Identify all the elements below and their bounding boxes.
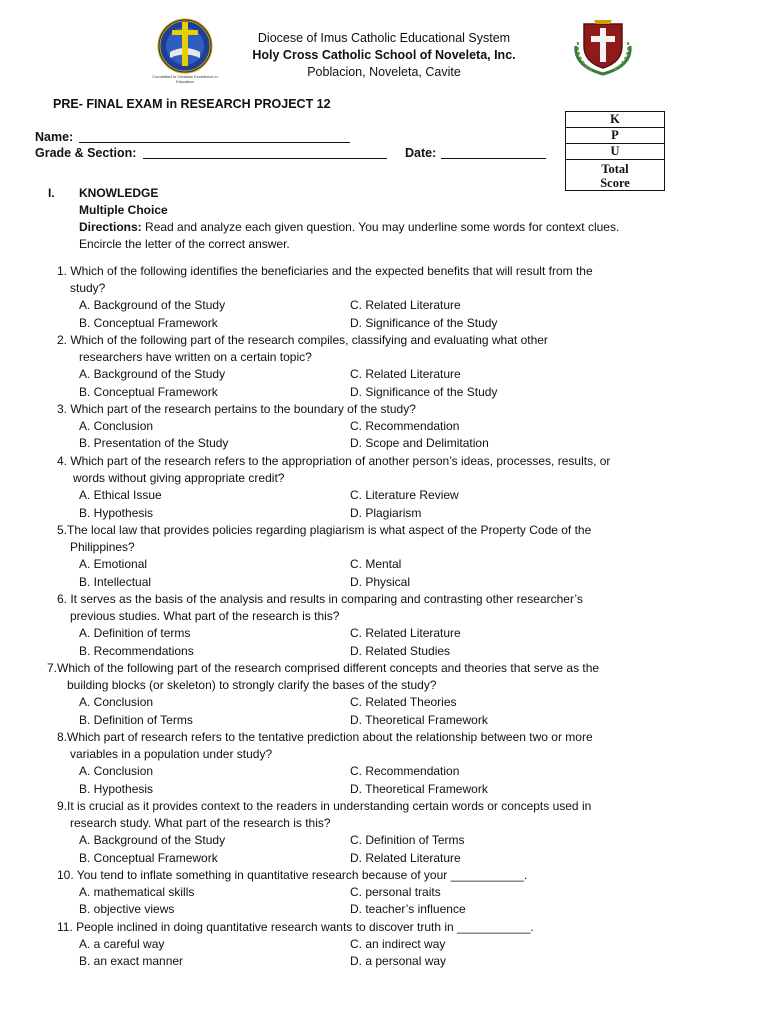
question-3-line-1: 3. Which part of the research pertains to the boundary of the study? [57, 402, 416, 416]
directions-label: Directions: [79, 220, 142, 234]
question-6-option-d[interactable]: D. Related Studies [350, 643, 451, 658]
question-4-line-2: words without giving appropriate credit? [73, 471, 285, 486]
question-6-option-c[interactable]: C. Related Literature [350, 626, 461, 641]
question-3-option-a[interactable]: A. Conclusion [79, 419, 154, 434]
question-8-line-2: variables in a population under study? [70, 747, 273, 762]
question-6-line-2: previous studies. What part of the research is this? [70, 609, 340, 624]
question-10-option-d[interactable]: D. teacher’s influence [350, 902, 466, 917]
question-10-option-c[interactable]: C. personal traits [350, 885, 441, 900]
score-score-label: Score [600, 176, 630, 190]
question-2-option-c[interactable]: C. Related Literature [350, 367, 461, 382]
question-9-option-a[interactable]: A. Background of the Study [79, 833, 226, 848]
question-3-option-c[interactable]: C. Recommendation [350, 419, 460, 434]
question-4-line-1: 4. Which part of the research refers to the appropriation of another person’s ideas, processes, results, or [57, 454, 611, 468]
school-logo [570, 16, 636, 78]
question-5-line-1: 5.The local law that provides policies regarding plagiarism is what aspect of the Property Code of the [57, 523, 592, 537]
date-label: Date: [405, 146, 437, 160]
section-number: I. [48, 186, 55, 200]
question-10-line-1: 10. You tend to inflate something in quantitative research because of your ___________. [57, 868, 528, 882]
school-crest-icon [570, 16, 636, 78]
question-7-option-d[interactable]: D. Theoretical Framework [350, 712, 488, 727]
question-2-option-d[interactable]: D. Significance of the Study [350, 384, 498, 399]
score-p: P [566, 128, 664, 144]
question-2-line-2: researchers have written on a certain topic? [79, 350, 312, 365]
question-2-option-a[interactable]: A. Background of the Study [79, 367, 226, 382]
score-u: U [566, 144, 664, 160]
score-total [566, 160, 664, 192]
question-5-option-a[interactable]: A. Emotional [79, 557, 148, 572]
question-1-line-2: study? [70, 281, 106, 296]
exam-title: PRE- FINAL EXAM in RESEARCH PROJECT 12 [53, 97, 331, 111]
grade-section-label: Grade & Section: [35, 146, 137, 160]
question-1-option-c[interactable]: C. Related Literature [350, 298, 461, 313]
question-7-line-2: building blocks (or skeleton) to strongly clarify the bases of the study? [67, 678, 437, 693]
question-11-option-c[interactable]: C. an indirect way [350, 937, 446, 952]
score-box [565, 111, 665, 191]
school-address: Poblacion, Noveleta, Cavite [307, 65, 461, 79]
grade-section-input-line[interactable] [143, 158, 387, 159]
question-3-option-d[interactable]: D. Scope and Delimitation [350, 436, 489, 451]
question-7-option-c[interactable]: C. Related Theories [350, 695, 457, 710]
question-4-option-c[interactable]: C. Literature Review [350, 488, 459, 503]
question-11-option-a[interactable]: A. a careful way [79, 937, 165, 952]
question-8-option-a[interactable]: A. Conclusion [79, 764, 154, 779]
question-8-option-b[interactable]: B. Hypothesis [79, 781, 154, 796]
question-1-option-d[interactable]: D. Significance of the Study [350, 315, 498, 330]
question-11-line-1: 11. People inclined in doing quantitative research wants to discover truth in ___________. [57, 920, 534, 934]
question-6-option-b[interactable]: B. Recommendations [79, 643, 194, 658]
question-1-line-1: 1. Which of the following identifies the beneficiaries and the expected benefits that will result from the [57, 264, 593, 278]
question-2-option-b[interactable]: B. Conceptual Framework [79, 384, 218, 399]
question-4-option-d[interactable]: D. Plagiarism [350, 505, 422, 520]
question-9-option-c[interactable]: C. Definition of Terms [350, 833, 465, 848]
question-6-option-a[interactable]: A. Definition of terms [79, 626, 191, 641]
question-5-option-d[interactable]: D. Physical [350, 574, 411, 589]
logo-motto: Committed to Christian Excellence in Education [152, 74, 218, 84]
question-10-option-a[interactable]: A. mathematical skills [79, 885, 195, 900]
question-8-option-c[interactable]: C. Recommendation [350, 764, 460, 779]
question-4-option-b[interactable]: B. Hypothesis [79, 505, 154, 520]
directions [79, 219, 619, 236]
question-1-option-b[interactable]: B. Conceptual Framework [79, 315, 218, 330]
question-9-line-2: research study. What part of the research is this? [70, 816, 331, 831]
school-name: Holy Cross Catholic School of Noveleta, Inc. [252, 48, 516, 62]
question-8-option-d[interactable]: D. Theoretical Framework [350, 781, 488, 796]
question-6-line-1: 6. It serves as the basis of the analysis and results in comparing and contrasting other researcher’s [57, 592, 583, 606]
question-3-option-b[interactable]: B. Presentation of the Study [79, 436, 229, 451]
question-4-option-a[interactable]: A. Ethical Issue [79, 488, 162, 503]
question-7-line-1: 7.Which of the following part of the research comprised different concepts and theories that serve as the [47, 661, 600, 675]
question-7-option-b[interactable]: B. Definition of Terms [79, 712, 193, 727]
name-input-line[interactable] [79, 142, 350, 143]
directions-text-2: Encircle the letter of the correct answer. [79, 237, 290, 251]
question-9-option-d[interactable]: D. Related Literature [350, 850, 461, 865]
score-total-label: Total [601, 162, 629, 176]
name-label: Name: [35, 130, 74, 144]
question-8-line-1: 8.Which part of research refers to the tentative prediction about the relationship between two or more [57, 730, 593, 744]
question-9-option-b[interactable]: B. Conceptual Framework [79, 850, 218, 865]
question-9-line-1: 9.It is crucial as it provides context to the readers in understanding certain words or concepts used in [57, 799, 592, 813]
section-subtitle: Multiple Choice [79, 203, 168, 217]
question-10-option-b[interactable]: B. objective views [79, 902, 175, 917]
question-11-option-b[interactable]: B. an exact manner [79, 954, 184, 969]
diocese-name: Diocese of Imus Catholic Educational System [257, 31, 511, 45]
question-11-option-d[interactable]: D. a personal way [350, 954, 447, 969]
question-2-line-1: 2. Which of the following part of the research compiles, classifying and evaluating what other [57, 333, 548, 347]
directions-text: Read and analyze each given question. You may underline some words for context clues. [141, 220, 620, 234]
question-5-line-2: Philippines? [70, 540, 135, 555]
question-7-option-a[interactable]: A. Conclusion [79, 695, 154, 710]
score-k: K [566, 112, 664, 128]
section-title: KNOWLEDGE [79, 186, 159, 200]
date-input-line[interactable] [441, 158, 546, 159]
question-5-option-c[interactable]: C. Mental [350, 557, 402, 572]
question-5-option-b[interactable]: B. Intellectual [79, 574, 152, 589]
question-1-option-a[interactable]: A. Background of the Study [79, 298, 226, 313]
